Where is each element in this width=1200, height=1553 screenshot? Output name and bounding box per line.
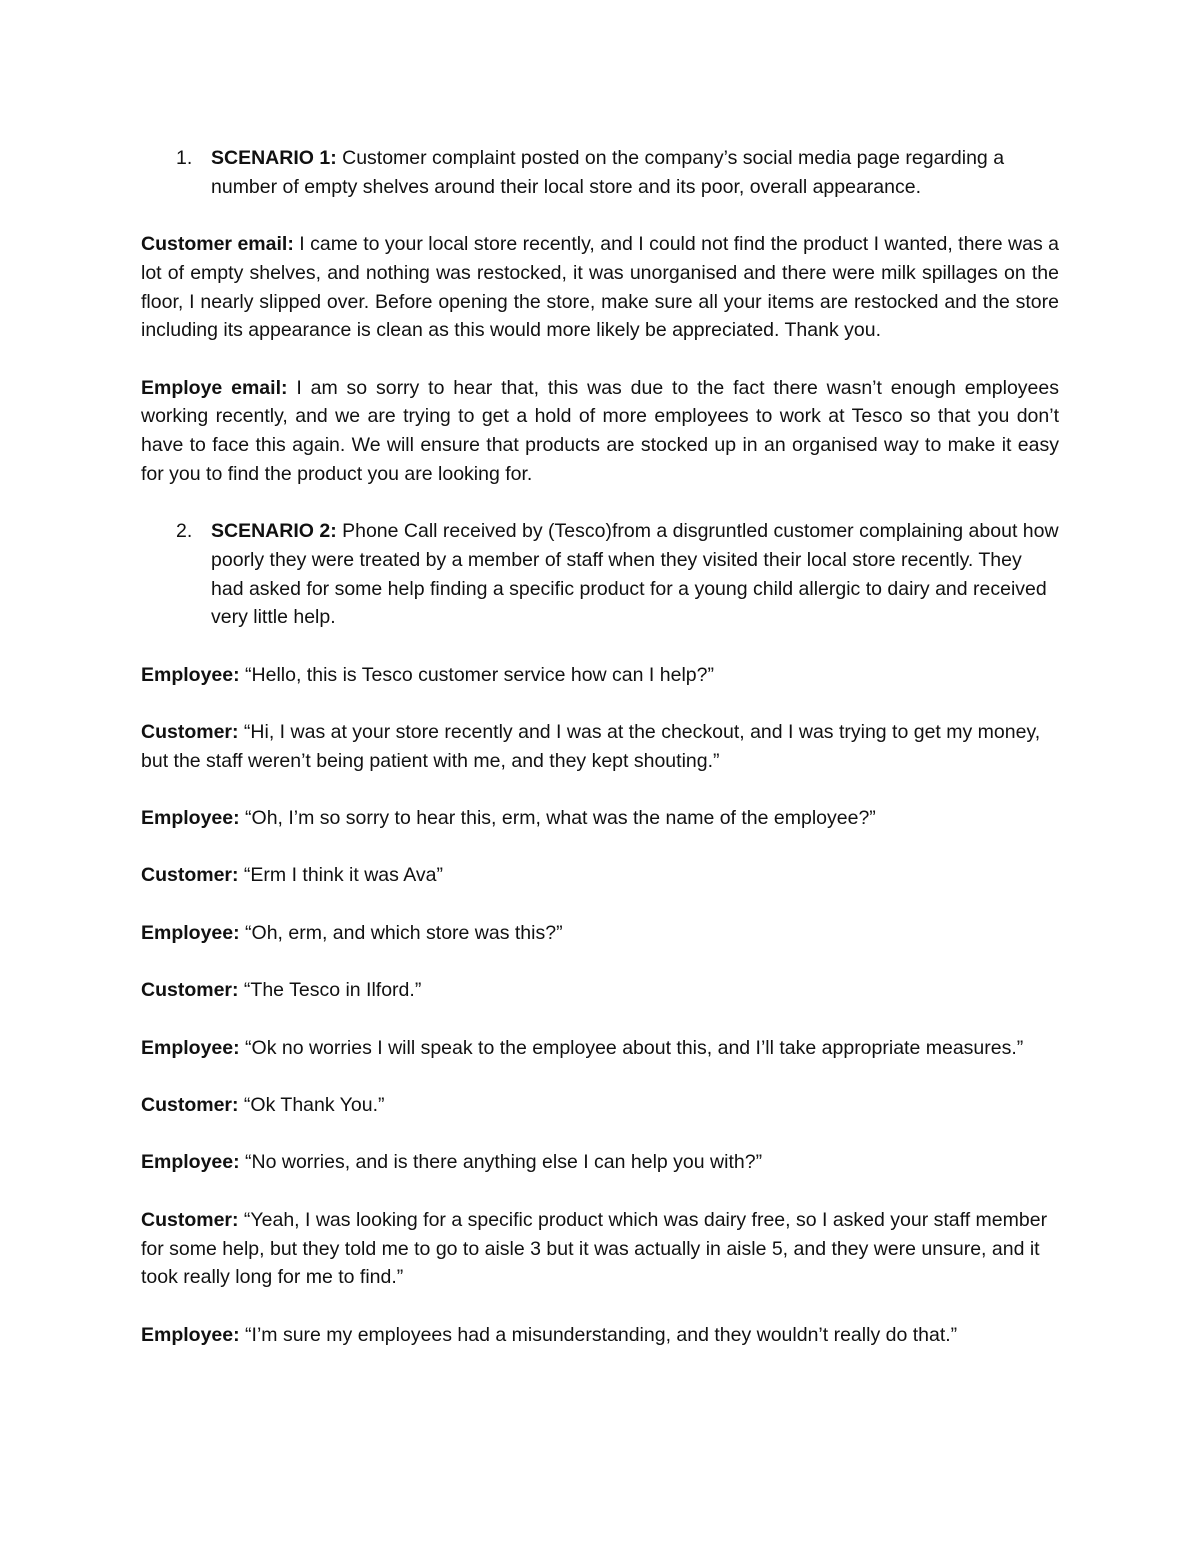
speaker-label: Customer:: [141, 864, 239, 887]
spacer: [141, 345, 1059, 374]
spacer: [141, 775, 1059, 804]
dialogue-text: “Ok Thank You.”: [238, 1094, 385, 1117]
speaker-label: Employee:: [141, 1151, 240, 1174]
speaker-label: Customer:: [141, 1094, 239, 1117]
dialogue-text: “Hello, this is Tesco customer service how can I help?”: [239, 663, 714, 686]
spacer: [141, 689, 1059, 718]
scenario-2-item: [141, 517, 1059, 632]
spacer: [141, 1120, 1059, 1149]
dialogue-line: [141, 1091, 1059, 1120]
dialogue-text: “Ok no worries I will speak to the employee about this, and I’ll take appropriate measures.”: [239, 1036, 1024, 1059]
speaker-label: Employee:: [141, 807, 240, 830]
speaker-label: Employee:: [141, 1323, 240, 1346]
employee-email-paragraph: [141, 374, 1059, 489]
dialogue-text: “Erm I think it was Ava”: [238, 864, 443, 887]
list-number: 2.: [176, 520, 193, 543]
scenario-2-text: Phone Call received by (Tesco)from a disgruntled customer complaining about how poorly they were treated by a member of staff when they visited their local store recently. They had asked for some help finding a specific product for a young child allergic to dairy and received very little help.: [211, 520, 1059, 629]
dialogue-line: [141, 919, 1059, 948]
scenario-1-label: SCENARIO 1:: [211, 147, 337, 169]
dialogue-text: “Hi, I was at your store recently and I was at the checkout, and I was trying to get my money, but the staff weren’t being patient with me, and they kept shouting.”: [141, 720, 1041, 772]
employee-email-text: I am so sorry to hear that, this was due to the fact there wasn’t enough employees working recently, and we are trying to get a hold of more employees to work at Tesco so that you don’t have to face this again. We will ensure that products are stocked up in an organised way to make it easy for you to find the product you are looking for.: [141, 376, 1059, 485]
dialogue-line: [141, 804, 1059, 833]
speaker-label: Employee:: [141, 663, 240, 686]
spacer: [141, 632, 1059, 661]
dialogue-line: [141, 1034, 1059, 1063]
dialogue-line: [141, 661, 1059, 690]
speaker-label: Employee:: [141, 1036, 240, 1059]
dialogue-line: [141, 1206, 1059, 1292]
dialogue-text: “Yeah, I was looking for a specific product which was dairy free, so I asked your staff member for some help, but they told me to go to aisle 3 but it was actually in aisle 5, and they were unsure, and it took really long for me to find.”: [141, 1208, 1048, 1289]
dialogue-text: “Oh, erm, and which store was this?”: [239, 921, 563, 944]
spacer: [141, 488, 1059, 517]
scenario-1-text: Customer complaint posted on the company’s social media page regarding a number of empty shelves around their local store and its poor, overall appearance.: [211, 147, 1005, 198]
customer-email-text: I came to your local store recently, and I could not find the product I wanted, there was a lot of empty shelves, and nothing was restocked, it was unorganised and there were milk spillages on the floor, I nearly slipped over. Before opening the store, make sure all your items are restocked and the store including its appearance is clean as this would more likely be appreciated. Thank you.: [141, 233, 1059, 342]
speaker-label: Customer:: [141, 979, 239, 1002]
speaker-label: Customer:: [141, 720, 239, 743]
spacer: [141, 948, 1059, 977]
spacer: [141, 201, 1059, 230]
employee-email-label: Employe email:: [141, 376, 288, 399]
dialogue-line: [141, 1148, 1059, 1177]
spacer: [141, 1177, 1059, 1206]
list-number: 1.: [176, 147, 193, 169]
customer-email-paragraph: [141, 230, 1059, 345]
customer-email-label: Customer email:: [141, 233, 294, 256]
dialogue-text: “Oh, I’m so sorry to hear this, erm, what was the name of the employee?”: [239, 807, 876, 830]
dialogue-text: “No worries, and is there anything else I can help you with?”: [239, 1151, 763, 1174]
speaker-label: Customer:: [141, 1208, 239, 1231]
dialogue-text: “The Tesco in Ilford.”: [238, 979, 422, 1002]
dialogue-line: [141, 1321, 1059, 1350]
dialogue-line: [141, 976, 1059, 1005]
scenario-2-label: SCENARIO 2:: [211, 520, 337, 543]
spacer: [141, 1005, 1059, 1034]
spacer: [141, 890, 1059, 919]
scenario-1-item: [141, 144, 1059, 201]
dialogue-line: [141, 861, 1059, 890]
document-body: [141, 144, 1059, 1349]
speaker-label: Employee:: [141, 921, 240, 944]
dialogue-line: [141, 718, 1059, 775]
spacer: [141, 1292, 1059, 1321]
spacer: [141, 1062, 1059, 1091]
dialogue-text: “I’m sure my employees had a misunderstanding, and they wouldn’t really do that.”: [239, 1323, 958, 1346]
spacer: [141, 833, 1059, 862]
